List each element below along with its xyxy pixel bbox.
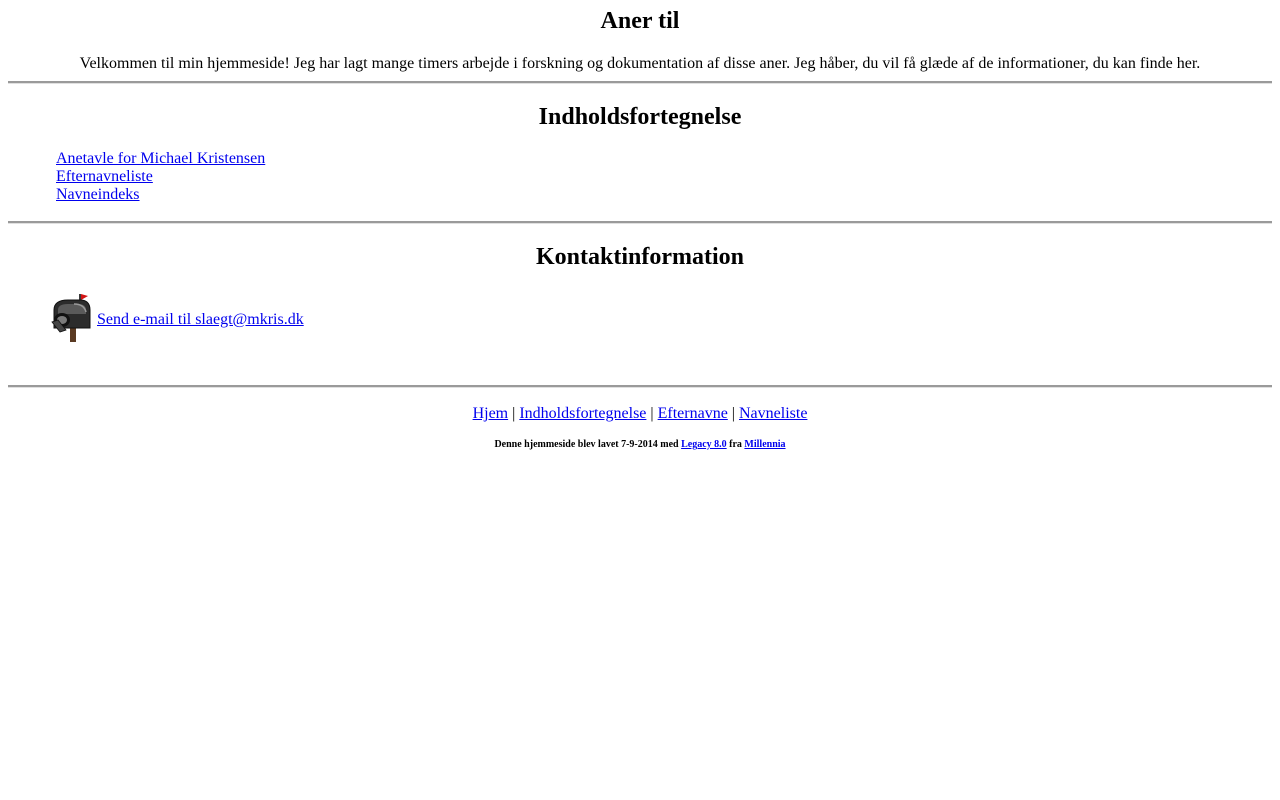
- nav-separator: |: [512, 405, 516, 422]
- intro-text: Velkommen til min hjemmeside! Jeg har lagt mange timers arbejde i forskning og dokumentation af disse aner. Jeg håber, du vil få glæde af de informationer, du kan finde her.: [79, 55, 1201, 72]
- email-link-wrapper[interactable]: [50, 292, 304, 342]
- email-link[interactable]: Send e-mail til slaegt@mkris.dk: [97, 310, 304, 328]
- footer-link-navneliste[interactable]: Navneliste: [739, 405, 808, 422]
- toc-link-efternavneliste[interactable]: Efternavneliste: [56, 168, 153, 185]
- toc-link-anetavle[interactable]: Anetavle for Michael Kristensen: [56, 150, 266, 167]
- nav-separator: |: [650, 405, 654, 422]
- toc-list: [56, 150, 265, 204]
- credit-software-link[interactable]: Legacy 8.0: [681, 439, 727, 450]
- credit-company-link[interactable]: Millennia: [744, 439, 786, 450]
- divider: [8, 221, 1272, 224]
- email-row: [50, 292, 304, 342]
- toc-heading: Indholdsfortegnelse: [538, 104, 742, 130]
- page-title: Aner til: [600, 8, 680, 34]
- footer-nav: [0, 404, 1280, 423]
- toc-item: [56, 150, 265, 168]
- toc-link-navneindeks[interactable]: Navneindeks: [56, 186, 140, 203]
- footer-link-hjem[interactable]: Hjem: [472, 405, 509, 422]
- divider: [8, 81, 1272, 84]
- contact-heading: Kontaktinformation: [535, 244, 744, 270]
- toc-item: [56, 186, 265, 204]
- footer-link-indholdsfortegnelse[interactable]: Indholdsfortegnelse: [519, 405, 647, 422]
- mailbox-icon[interactable]: [50, 292, 94, 342]
- toc-item: [56, 168, 265, 186]
- nav-separator: |: [731, 405, 735, 422]
- footer-link-efternavne[interactable]: Efternavne: [657, 405, 728, 422]
- credit-mid: fra: [729, 439, 742, 450]
- credit-prefix: Denne hjemmeside blev lavet 7-9-2014 med: [494, 439, 679, 450]
- credit-line: [0, 438, 1280, 451]
- divider: [8, 385, 1272, 388]
